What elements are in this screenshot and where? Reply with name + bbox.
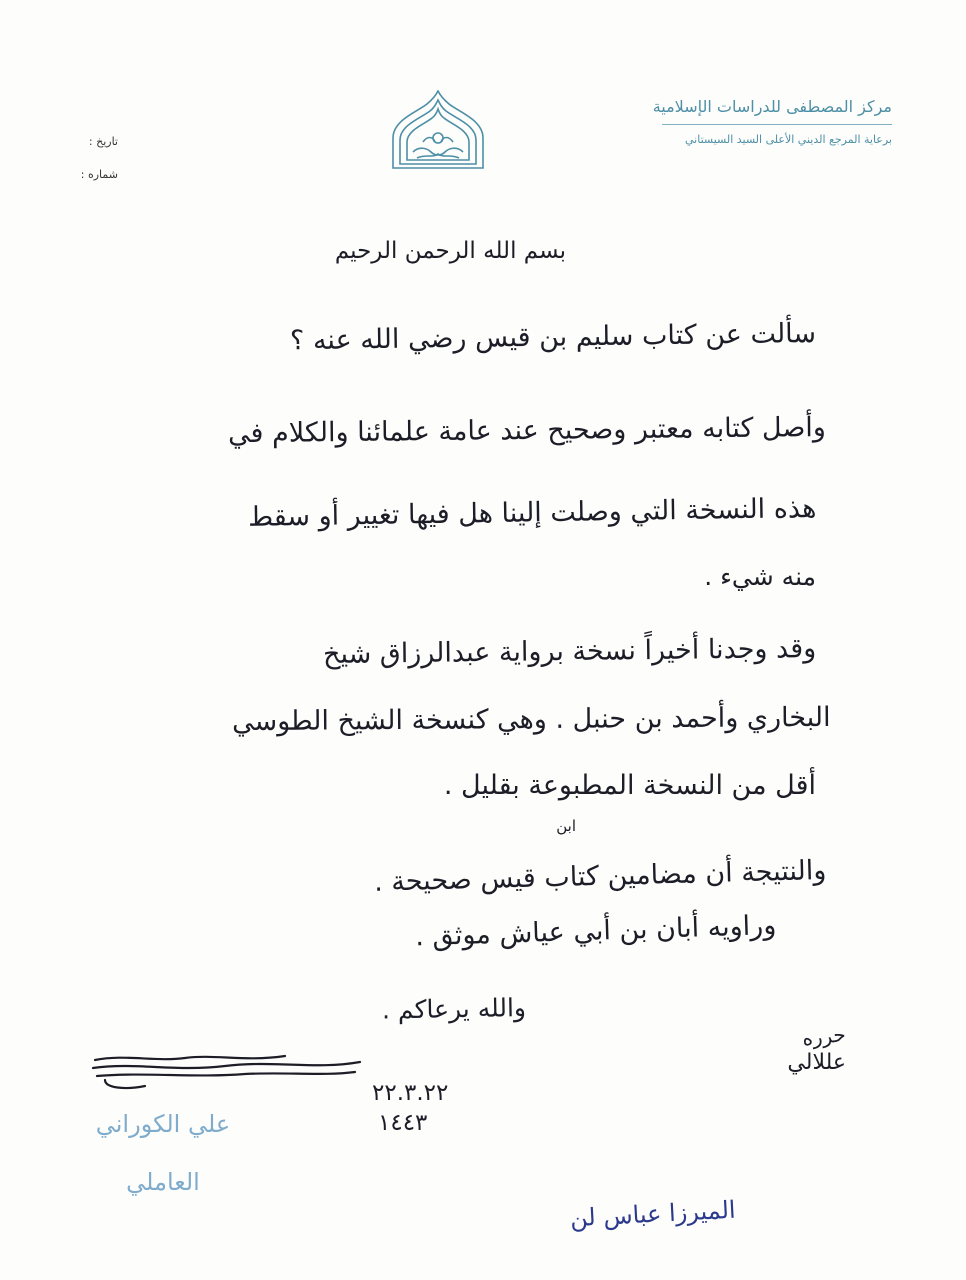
letter-line-7: أقل من النسخة المطبوعة بقليل . bbox=[443, 770, 816, 801]
org-divider bbox=[662, 124, 892, 125]
letter-insertion: ابن bbox=[556, 817, 576, 835]
letter-line-9: وراويه أبان بن أبي عياش موثق . bbox=[414, 910, 777, 953]
letter-line-4: منه شيء . bbox=[704, 562, 816, 591]
mosque-dome-emblem-icon bbox=[383, 90, 493, 172]
letterhead-org bbox=[652, 92, 892, 151]
basmala: بسم الله الرحمن الرحيم bbox=[334, 238, 566, 264]
date-hijri-year: ١٤٤٣ bbox=[378, 1110, 428, 1136]
letter-line-1: سألت عن كتاب سليم بن قيس رضي الله عنه ؟ bbox=[289, 318, 817, 357]
org-name: مركز المصطفى للدراسات الإسلامية bbox=[652, 97, 892, 116]
letter-line-2: وأصل كتابه معتبر وصحيح عند عامة علمائنا والكلام في bbox=[228, 412, 827, 450]
harrara-note: حرره bbox=[801, 1022, 848, 1051]
letter-meta bbox=[58, 125, 118, 191]
org-subtitle: برعاية المرجع الديني الأعلى السيد السيستاني bbox=[685, 133, 892, 146]
letter-line-3: هذه النسخة التي وصلت إلينا هل فيها تغيير أو سقط bbox=[247, 493, 817, 533]
signature-text: عللالي bbox=[787, 1050, 846, 1075]
letter-line-8: والنتيجة أن مضامين كتاب قيس صحيحة . bbox=[373, 855, 827, 898]
signature-scribble bbox=[85, 1032, 365, 1102]
letter-closing: والله يرعاكم . bbox=[381, 993, 527, 1025]
bottom-signature: الميرزا عباس لن bbox=[569, 1195, 737, 1233]
letter-line-6: البخاري وأحمد بن حنبل . وهي كنسخة الشيخ الطوسي bbox=[232, 702, 832, 738]
date-gregorian: ٢٢.٣.٢٢ bbox=[372, 1080, 449, 1106]
author-stamp: علي الكوراني العاملي bbox=[95, 1110, 231, 1196]
number-label: شماره : bbox=[80, 168, 118, 181]
date-label: تاريخ : bbox=[88, 135, 118, 148]
letter-line-5: وقد وجدنا أخيراً نسخة برواية عبدالرزاق شيخ bbox=[322, 633, 817, 671]
